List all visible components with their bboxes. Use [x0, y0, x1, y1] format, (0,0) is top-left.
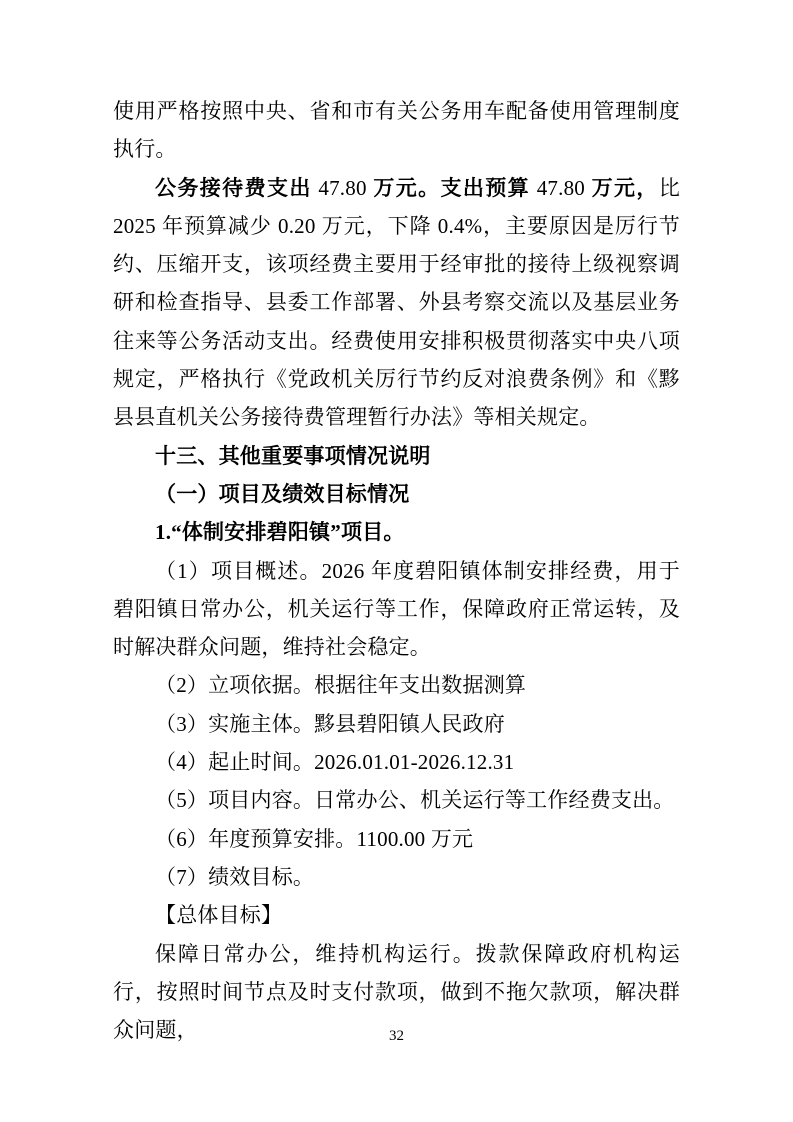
document-body	[113, 92, 680, 1049]
project-item-timeframe: （4）起止时间。2026.01.01-2026.12.31	[155, 750, 515, 775]
reception-unit-bold: 万元，	[591, 175, 659, 200]
project-item-content: （5）项目内容。日常办公、机关运行等工作经费支出。	[155, 788, 675, 813]
reception-amount-2: 47.80	[530, 175, 592, 200]
overall-goal-label: 【总体目标】	[155, 903, 283, 928]
reception-body-text: 比 2025 年预算减少 0.20 万元，下降 0.4%，主要原因是厉行节约、压缩开支，该项经费主要用于经审批的接待上级视察调研和检查指导、县委工作部署、外县考察交流以及基层业务往来等公务活动支出。经费使用安排积极贯彻落实中央八项规定，严格执行《党政机关厉行节约反对浪费条例》和《黟县县直机关公务接待费管理暂行办法》等相关规定。	[113, 175, 681, 430]
paragraph-vehicle-policy-continuation: 使用严格按照中央、省和市有关公务用车配备使用管理制度执行。	[113, 99, 680, 162]
heading-subsection-1: （一）项目及绩效目标情况	[155, 481, 410, 506]
reception-budget-bold: 万元。支出预算	[373, 175, 531, 200]
page-number: 32	[389, 1028, 404, 1044]
project-item-performance: （7）绩效目标。	[155, 864, 315, 889]
project-item-basis: （2）立项依据。根据往年支出数据测算	[155, 673, 527, 698]
project-item-overview: （1）项目概述。2026 年度碧阳镇体制安排经费，用于碧阳镇日常办公，机关运行等工作，保障政府正常运转，及时解决群众问题，维持社会稳定。	[113, 558, 680, 660]
paragraph-reception-expense	[113, 169, 680, 437]
overall-goal-text: 保障日常办公，维持机构运行。拨款保障政府机构运行，按照时间节点及时支付款项，做到不拖欠款项，解决群众问题，	[113, 941, 680, 1043]
project-item-budget: （6）年度预算安排。1100.00 万元	[155, 826, 474, 851]
reception-amount-1: 47.80	[311, 175, 374, 200]
heading-section-13: 十三、其他重要事项情况说明	[155, 443, 431, 468]
reception-label-bold: 公务接待费支出	[155, 175, 312, 200]
heading-project-1: 1.“体制安排碧阳镇”项目。	[155, 520, 405, 545]
project-item-implementer: （3）实施主体。黟县碧阳镇人民政府	[155, 711, 505, 736]
